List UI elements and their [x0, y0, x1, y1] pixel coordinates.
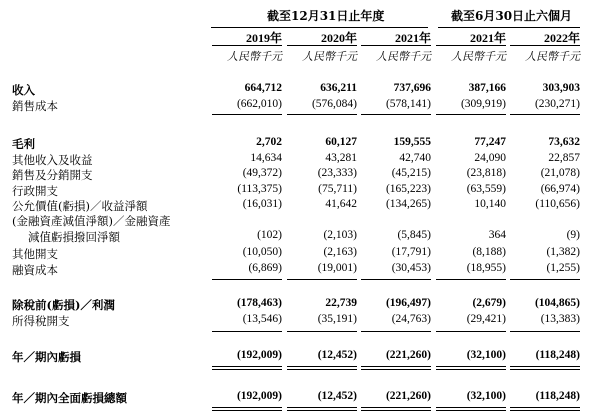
total-rule: [361, 407, 431, 408]
row-value: (196,497): [385, 297, 431, 309]
row-value: (13,383): [540, 313, 580, 325]
column-unit: 人民幣千元: [302, 50, 357, 63]
row-label: 收入: [12, 83, 35, 97]
total-rule: [510, 331, 580, 332]
total-rule: [287, 331, 357, 332]
row-label: 其他開支: [12, 247, 58, 261]
column-year: 2019年: [245, 31, 282, 45]
row-value: 22,739: [325, 297, 357, 309]
total-rule: [510, 366, 580, 367]
row-value: (2,163): [323, 246, 357, 258]
row-value: (192,009): [236, 390, 282, 402]
row-value: (49,372): [242, 167, 282, 179]
row-value: (576,084): [311, 98, 357, 110]
row-value: (118,248): [535, 390, 580, 402]
total-rule: [212, 369, 282, 370]
total-rule: [436, 279, 506, 280]
total-rule: [436, 410, 506, 411]
total-rule: [287, 369, 357, 370]
row-value: 737,696: [393, 82, 431, 94]
row-value: 24,090: [474, 152, 506, 164]
total-rule: [436, 369, 506, 370]
total-rule: [361, 279, 431, 280]
period-header-june: 截至6月30日止六個月: [451, 9, 573, 23]
row-value: 14,634: [250, 152, 282, 164]
row-value: (35,191): [317, 313, 357, 325]
row-value: (21,078): [540, 167, 580, 179]
total-rule: [510, 369, 580, 370]
period-header-december: 截至12月31日止年度: [267, 9, 385, 23]
column-unit: 人民幣千元: [227, 50, 282, 63]
row-value: 43,281: [325, 152, 357, 164]
row-value: (6,869): [248, 262, 282, 274]
column-unit: 人民幣千元: [525, 50, 580, 63]
row-value: (178,463): [236, 297, 282, 309]
row-value: (230,271): [534, 98, 580, 110]
total-rule: [510, 279, 580, 280]
total-rule: [287, 407, 357, 408]
row-label: 所得稅開支: [12, 314, 70, 328]
row-value: (9): [566, 229, 580, 241]
row-value: (2,103): [323, 229, 357, 241]
row-label: 融資成本: [12, 263, 58, 277]
row-value: (16,031): [242, 198, 282, 210]
row-value: (19,001): [317, 262, 357, 274]
row-value: 636,211: [320, 82, 357, 94]
row-value: (24,763): [391, 313, 431, 325]
total-rule: [436, 407, 506, 408]
row-value: (17,791): [391, 246, 431, 258]
total-rule: [287, 410, 357, 411]
row-value: 22,857: [548, 152, 580, 164]
row-label: (金融資產減值淨額)／金融資產: [12, 214, 171, 228]
row-label: 毛利: [12, 137, 35, 151]
total-rule: [361, 369, 431, 370]
row-value: 77,247: [474, 136, 506, 148]
row-label: 年／期內全面虧損總額: [12, 391, 127, 405]
column-year-underline: [510, 45, 580, 46]
row-value: 41,642: [325, 198, 357, 210]
row-value: 42,740: [399, 152, 431, 164]
row-value: (63,559): [466, 183, 506, 195]
total-rule: [212, 407, 282, 408]
row-value: (1,255): [546, 262, 580, 274]
row-value: (12,452): [317, 390, 357, 402]
row-value: (75,711): [318, 183, 357, 195]
row-value: (578,141): [385, 98, 431, 110]
total-rule: [361, 114, 431, 115]
total-rule: [361, 410, 431, 411]
row-value: (165,223): [385, 183, 431, 195]
header-rule-december: [211, 27, 428, 28]
column-year-underline: [436, 45, 506, 46]
column-year-underline: [361, 45, 431, 46]
row-value: (2,679): [472, 297, 506, 309]
row-value: 159,555: [393, 136, 431, 148]
row-value: (110,656): [535, 198, 580, 210]
total-rule: [436, 114, 506, 115]
total-rule: [212, 279, 282, 280]
row-value: (13,546): [242, 313, 282, 325]
row-label: 減值虧損撥回淨額: [28, 230, 120, 244]
row-label: 年／期內虧損: [12, 350, 81, 364]
column-year-underline: [287, 45, 357, 46]
row-value: (192,009): [236, 349, 282, 361]
row-value: 387,166: [468, 82, 506, 94]
row-value: (5,845): [397, 229, 431, 241]
row-value: (221,260): [385, 349, 431, 361]
total-rule: [510, 410, 580, 411]
column-year: 2021年: [394, 31, 431, 45]
row-value: (102): [257, 229, 282, 241]
row-value: 364: [488, 229, 506, 241]
total-rule: [510, 114, 580, 115]
row-label: 銷售成本: [12, 99, 58, 113]
row-value: (113,375): [237, 183, 282, 195]
row-label: 行政開支: [12, 184, 58, 198]
row-value: (309,919): [460, 98, 506, 110]
row-value: 60,127: [325, 136, 357, 148]
total-rule: [361, 366, 431, 367]
row-label: 其他收入及收益: [12, 153, 93, 167]
row-value: (23,818): [466, 167, 506, 179]
total-rule: [287, 279, 357, 280]
column-unit: 人民幣千元: [451, 50, 506, 63]
row-value: (23,333): [317, 167, 357, 179]
column-year-underline: [212, 45, 282, 46]
total-rule: [436, 331, 506, 332]
row-value: (18,955): [466, 262, 506, 274]
total-rule: [287, 366, 357, 367]
column-unit: 人民幣千元: [376, 50, 431, 63]
row-value: 664,712: [244, 82, 282, 94]
row-value: (662,010): [236, 98, 282, 110]
row-value: 10,140: [474, 198, 506, 210]
total-rule: [212, 331, 282, 332]
row-value: (8,188): [472, 246, 506, 258]
row-label: 銷售及分銷開支: [12, 168, 93, 182]
row-value: (1,382): [546, 246, 580, 258]
row-label: 除稅前(虧損)／利潤: [12, 298, 115, 312]
row-value: (29,421): [466, 313, 506, 325]
row-value: (66,974): [540, 183, 580, 195]
row-value: (32,100): [466, 390, 506, 402]
total-rule: [212, 114, 282, 115]
row-value: (32,100): [466, 349, 506, 361]
row-value: 2,702: [256, 136, 282, 148]
total-rule: [361, 331, 431, 332]
row-value: (104,865): [534, 297, 580, 309]
row-value: (12,452): [317, 349, 357, 361]
row-value: (134,265): [385, 198, 431, 210]
total-rule: [212, 366, 282, 367]
row-value: (221,260): [385, 390, 431, 402]
column-year: 2022年: [543, 31, 580, 45]
column-year: 2020年: [320, 31, 357, 45]
total-rule: [212, 410, 282, 411]
row-value: (10,050): [242, 246, 282, 258]
row-label: 公允價值(虧損)／收益淨額: [12, 199, 148, 213]
row-value: 303,903: [542, 82, 580, 94]
row-value: (30,453): [391, 262, 431, 274]
total-rule: [287, 114, 357, 115]
header-rule-june: [438, 27, 580, 28]
total-rule: [436, 366, 506, 367]
column-year: 2021年: [469, 31, 506, 45]
row-value: 73,632: [548, 136, 580, 148]
row-value: (118,248): [535, 349, 580, 361]
total-rule: [510, 407, 580, 408]
row-value: (45,215): [391, 167, 431, 179]
